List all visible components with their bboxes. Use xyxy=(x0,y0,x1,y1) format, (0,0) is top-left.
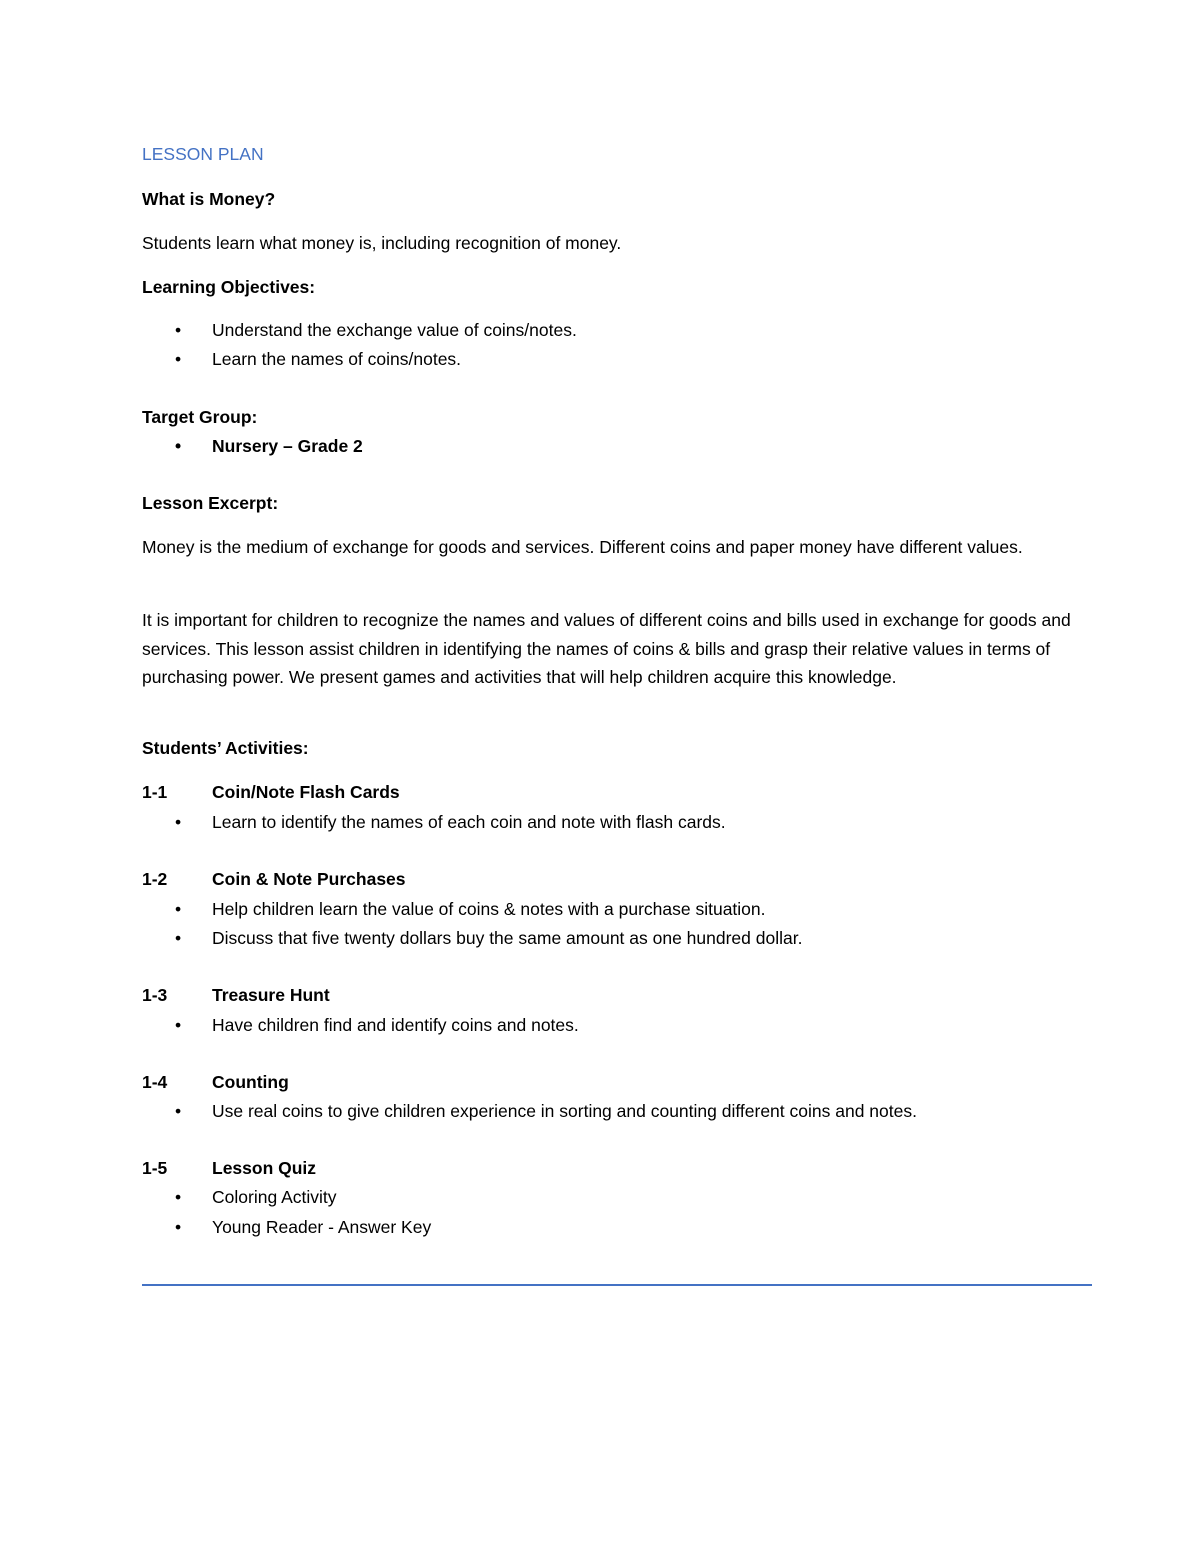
bullet-icon: • xyxy=(175,349,182,369)
activity-number: 1-5 xyxy=(142,1158,168,1178)
activity-header xyxy=(142,981,1042,1009)
activity-number: 1-2 xyxy=(142,869,168,889)
activity-number: 1-1 xyxy=(142,782,168,802)
lesson-plan-heading: LESSON PLAN xyxy=(142,144,264,164)
activity-title: Lesson Quiz xyxy=(212,1158,317,1178)
activity-item-text: Learn to identify the names of each coin and note with flash cards. xyxy=(212,812,726,832)
activity-title: Treasure Hunt xyxy=(212,985,330,1005)
activity-header xyxy=(142,778,1042,806)
bullet-icon: • xyxy=(175,1217,182,1237)
activity-number: 1-3 xyxy=(142,985,168,1005)
bullet-icon: • xyxy=(175,320,182,340)
activity-item-text: Young Reader - Answer Key xyxy=(212,1217,432,1237)
activity-header xyxy=(142,865,1042,893)
page-title: What is Money? xyxy=(142,189,276,209)
activity-title: Coin & Note Purchases xyxy=(212,869,406,889)
document-page xyxy=(142,0,1092,1553)
target-text: Nursery – Grade 2 xyxy=(212,436,363,456)
activity-header xyxy=(142,1154,1042,1182)
objective-text: Learn the names of coins/notes. xyxy=(212,349,462,369)
activity-item-text: Coloring Activity xyxy=(212,1187,337,1207)
activities-label: Students’ Activities: xyxy=(142,738,309,758)
excerpt-label: Lesson Excerpt: xyxy=(142,493,279,513)
bullet-icon: • xyxy=(175,812,182,832)
bullet-icon: • xyxy=(175,436,182,456)
bullet-icon: • xyxy=(175,928,182,948)
intro-text: Students learn what money is, including recognition of money. xyxy=(142,233,622,253)
activity-title: Counting xyxy=(212,1072,289,1092)
excerpt-paragraph-2: It is important for children to recognize the names and values of different coins and bills used in exchange for goods and services. This lesson assist children in identifying the names of coins & bills and grasp their relative values in terms of purchasing power. We present games and activities that will help children acquire this knowledge. xyxy=(142,610,1071,687)
bullet-icon: • xyxy=(175,899,182,919)
activity-item-text: Use real coins to give children experience in sorting and counting different coins and notes. xyxy=(212,1101,917,1121)
activity-header xyxy=(142,1068,1042,1096)
activity-item-text: Discuss that five twenty dollars buy the same amount as one hundred dollar. xyxy=(212,928,803,948)
bullet-icon: • xyxy=(175,1101,182,1121)
objective-text: Understand the exchange value of coins/notes. xyxy=(212,320,577,340)
bullet-icon: • xyxy=(175,1015,182,1035)
objectives-label: Learning Objectives: xyxy=(142,277,316,297)
activity-item-text: Have children find and identify coins and notes. xyxy=(212,1015,579,1035)
bullet-icon: • xyxy=(175,1187,182,1207)
horizontal-rule xyxy=(142,1284,1092,1286)
activity-number: 1-4 xyxy=(142,1072,168,1092)
excerpt-paragraph-1: Money is the medium of exchange for goods and services. Different coins and paper money have different values. xyxy=(142,537,1023,557)
target-label: Target Group: xyxy=(142,407,258,427)
activity-item-text: Help children learn the value of coins & notes with a purchase situation. xyxy=(212,899,766,919)
activity-title: Coin/Note Flash Cards xyxy=(212,782,400,802)
